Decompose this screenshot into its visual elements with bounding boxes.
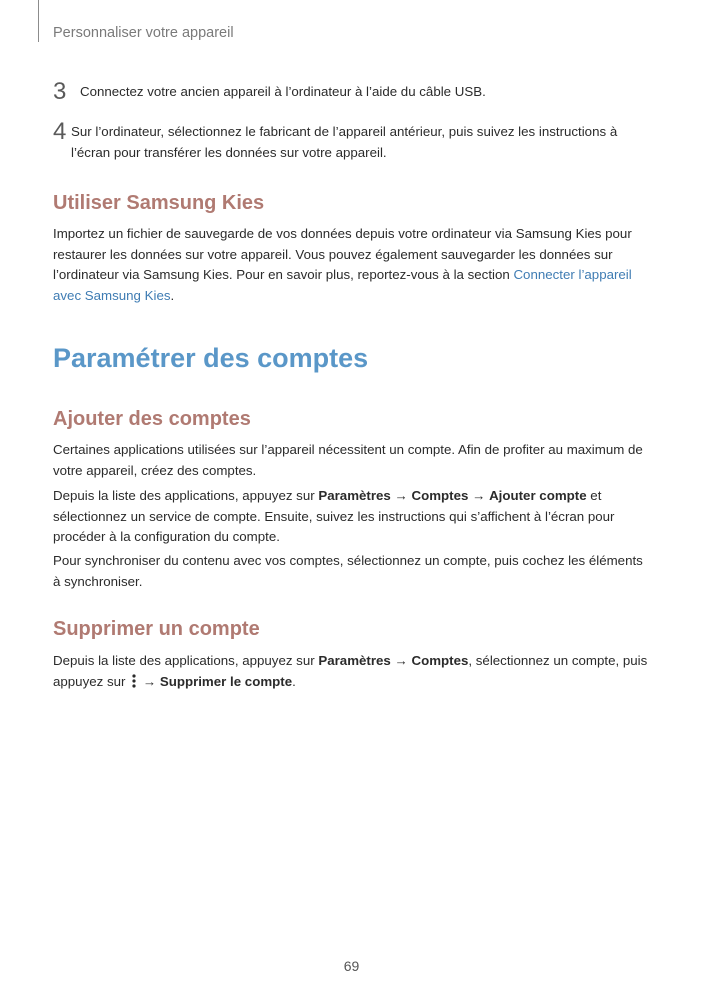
- settings-label: Paramètres: [318, 653, 391, 668]
- arrow: →: [390, 653, 412, 668]
- page-header: Personnaliser votre appareil: [53, 25, 234, 41]
- more-options-icon: [132, 674, 136, 688]
- kies-heading: Utiliser Samsung Kies: [53, 192, 265, 214]
- accounts-label: Comptes: [411, 653, 469, 668]
- add-account-label: Ajouter compte: [489, 488, 587, 503]
- arrow: →: [139, 673, 160, 689]
- header-rule: [38, 0, 39, 42]
- remove-account-heading: Supprimer un compte: [53, 618, 260, 640]
- step-4: [53, 118, 648, 163]
- step-number: 3: [53, 78, 67, 105]
- add-accounts-paragraph-2: Depuis la liste des applications, appuyez sur Paramètres → Comptes → Ajouter compte et sélectionnez un service de compte. Ensuite, suivez les instructions qui s’affichent à l’écran pour procéder à la configuration du compte.: [53, 488, 615, 544]
- kies-link[interactable]: Connecter l’appareil avec Samsung Kies: [53, 267, 632, 303]
- step-number: 4: [53, 118, 67, 145]
- section-title: Paramétrer des comptes: [53, 343, 369, 373]
- add-accounts-paragraph-3: Pour synchroniser du contenu avec vos comptes, sélectionnez un compte, puis cochez les éléments à synchroniser.: [53, 553, 643, 589]
- remove-account-label: Supprimer le compte: [159, 673, 293, 689]
- step-text: Sur l’ordinateur, sélectionnez le fabricant de l’appareil antérieur, puis suivez les instructions à l’écran pour transférer les données sur votre appareil.: [71, 124, 618, 160]
- arrow: →: [468, 488, 490, 503]
- page-number: 69: [343, 958, 360, 974]
- accounts-label: Comptes: [411, 488, 469, 503]
- add-accounts-paragraph-1: Certaines applications utilisées sur l’appareil nécessitent un compte. Afin de profiter au maximum de votre appareil, créez des comptes.: [53, 442, 643, 478]
- step-3: [53, 78, 648, 105]
- add-accounts-heading: Ajouter des comptes: [53, 408, 251, 430]
- step-text: Connectez votre ancien appareil à l’ordinateur à l’aide du câble USB.: [80, 84, 486, 99]
- settings-label: Paramètres: [318, 488, 391, 503]
- kies-paragraph: Importez un fichier de sauvegarde de vos données depuis votre ordinateur via Samsung Kies pour restaurer les données sur votre appareil. Vous pouvez également sauvegarder les données sur l’ordinateur via Samsung Kies. Pour en savoir plus, reportez-vous à la section Connecter l’appareil avec Samsung Kies.: [53, 226, 632, 303]
- arrow: →: [390, 488, 412, 503]
- remove-account-paragraph: Depuis la liste des applications, appuyez sur Paramètres → Comptes, sélectionnez un compte, puis appuyez sur → Supprimer le compte.: [53, 653, 648, 689]
